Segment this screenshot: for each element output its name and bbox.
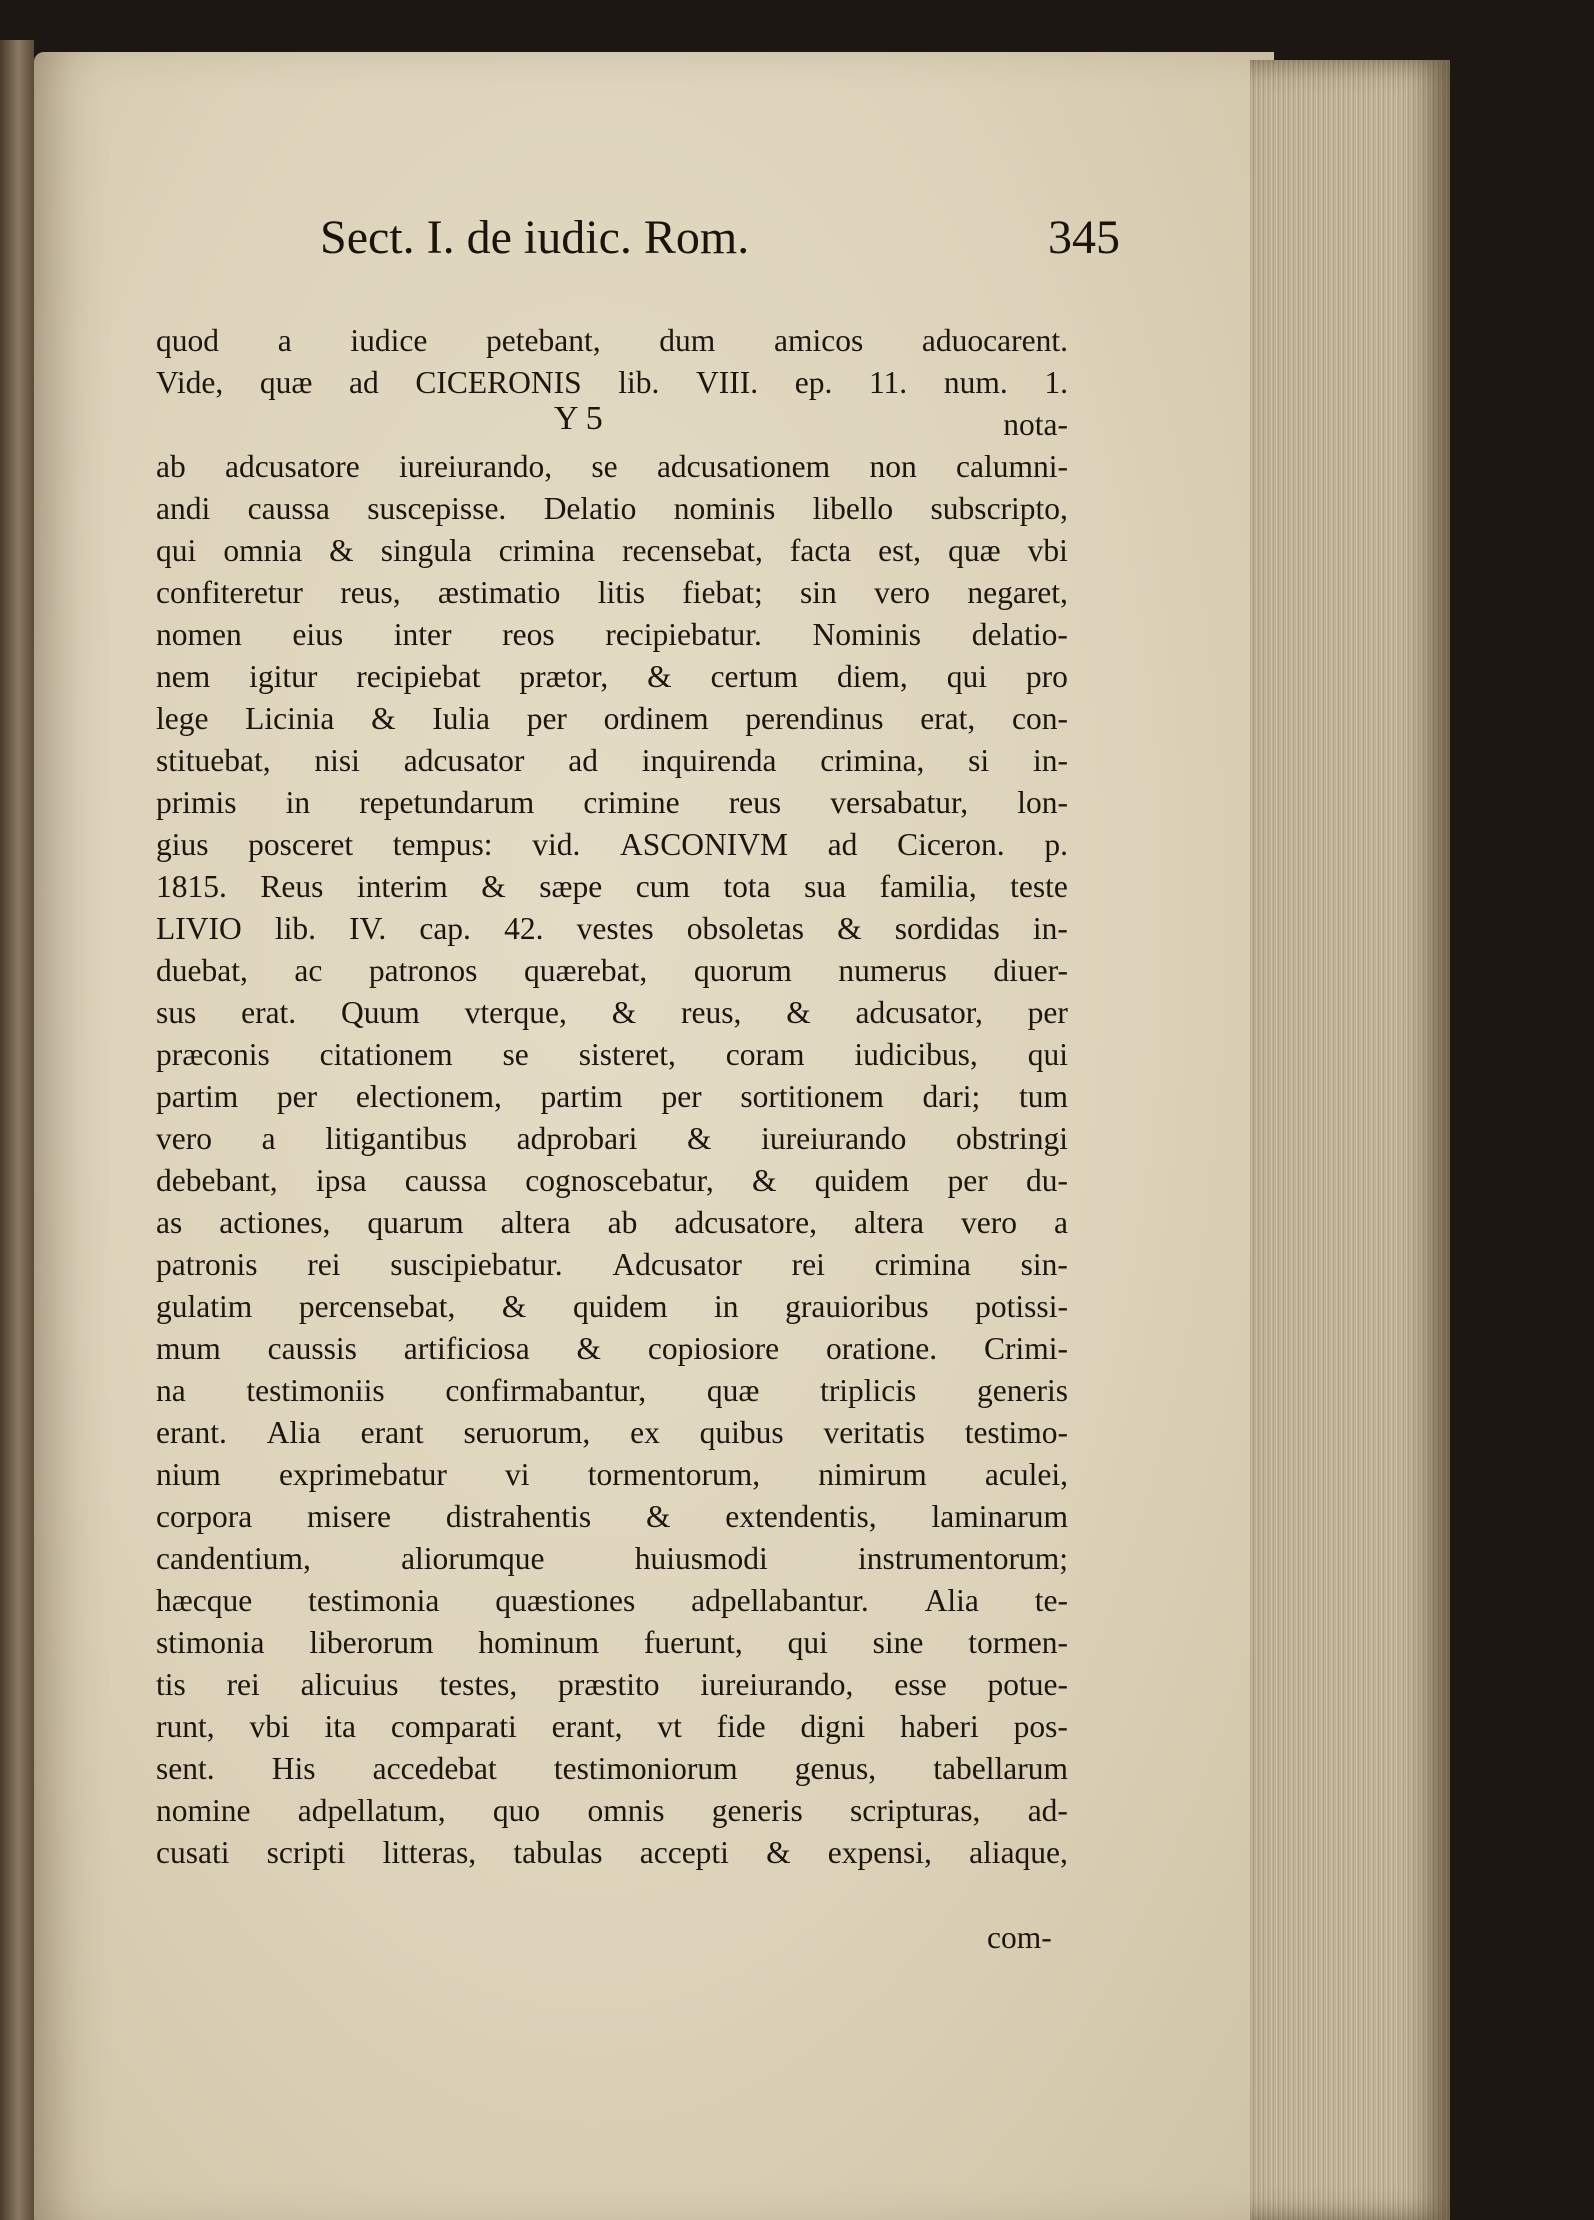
text-line: ab adcusatore iureiurando, se adcusationem non calumni- (156, 449, 1068, 484)
text-line: confiteretur reus, æstimatio litis fiebat; sin vero negaret, (156, 575, 1068, 610)
book-page (34, 52, 1274, 2220)
text-line: mum caussis artificiosa & copiosiore oratione. Crimi- (156, 1331, 1068, 1366)
text-line: quod a iudice petebant, dum amicos aduocarent. (156, 323, 1068, 358)
text-line: gulatim percensebat, & quidem in grauioribus potissi- (156, 1289, 1068, 1324)
text-line: na testimoniis confirmabantur, quæ triplicis generis (156, 1373, 1068, 1408)
text-line: gius posceret tempus: vid. ASCONIVM ad Ciceron. p. (156, 827, 1068, 862)
signature-mark: Y 5 (554, 404, 603, 437)
body-text (156, 320, 1068, 1874)
text-line: patronis rei suscipiebatur. Adcusator rei crimina sin- (156, 1247, 1068, 1282)
text-line: stituebat, nisi adcusator ad inquirenda crimina, si in- (156, 743, 1068, 778)
text-line: Vide, quæ ad CICERONIS lib. VIII. ep. 11. num. 1. (156, 365, 1068, 400)
catchword: com- (987, 1920, 1052, 1955)
text-line: nomen eius inter reos recipiebatur. Nominis delatio- (156, 617, 1068, 652)
book-fore-edge (1250, 60, 1450, 2220)
text-line: duebat, ac patronos quærebat, quorum numerus diuer- (156, 953, 1068, 988)
text-line: runt, vbi ita comparati erant, vt fide digni haberi pos- (156, 1709, 1068, 1744)
text-line: nem igitur recipiebat prætor, & certum diem, qui pro (156, 659, 1068, 694)
text-line: stimonia liberorum hominum fuerunt, qui sine tormen- (156, 1625, 1068, 1660)
page-number: 345 (1048, 211, 1120, 264)
text-line: partim per electionem, partim per sortitionem dari; tum (156, 1079, 1068, 1114)
text-line: primis in repetundarum crimine reus versabatur, lon- (156, 785, 1068, 820)
line-text: nota- (1003, 407, 1068, 442)
text-line (156, 404, 1068, 446)
text-line: præconis citationem se sisteret, coram iudicibus, qui (156, 1037, 1068, 1072)
text-line: corpora misere distrahentis & extendentis, laminarum (156, 1499, 1068, 1534)
previous-page-edge (0, 40, 34, 2220)
text-line: debebant, ipsa caussa cognoscebatur, & quidem per du- (156, 1163, 1068, 1198)
text-line: as actiones, quarum altera ab adcusatore, altera vero a (156, 1205, 1068, 1240)
text-line: nium exprimebatur vi tormentorum, nimirum aculei, (156, 1457, 1068, 1492)
text-line: cusati scripti litteras, tabulas accepti & expensi, aliaque, (156, 1835, 1068, 1870)
text-line: sent. His accedebat testimoniorum genus, tabellarum (156, 1751, 1068, 1786)
text-line: 1815. Reus interim & sæpe cum tota sua familia, teste (156, 869, 1068, 904)
text-line: andi caussa suscepisse. Delatio nominis libello subscripto, (156, 491, 1068, 526)
text-line: nomine adpellatum, quo omnis generis scripturas, ad- (156, 1793, 1068, 1828)
text-line: sus erat. Quum vterque, & reus, & adcusator, per (156, 995, 1068, 1030)
text-line: vero a litigantibus adprobari & iureiurando obstringi (156, 1121, 1068, 1156)
running-head: Sect. I. de iudic. Rom. (320, 211, 750, 264)
page-header (320, 210, 1120, 282)
text-line: hæcque testimonia quæstiones adpellabantur. Alia te- (156, 1583, 1068, 1618)
text-line: candentium, aliorumque huiusmodi instrumentorum; (156, 1541, 1068, 1576)
text-line: tis rei alicuius testes, præstito iureiurando, esse potue- (156, 1667, 1068, 1702)
text-line: LIVIO lib. IV. cap. 42. vestes obsoletas & sordidas in- (156, 911, 1068, 946)
text-line: qui omnia & singula crimina recensebat, facta est, quæ vbi (156, 533, 1068, 568)
text-line: erant. Alia erant seruorum, ex quibus veritatis testimo- (156, 1415, 1068, 1450)
text-line: lege Licinia & Iulia per ordinem perendinus erat, con- (156, 701, 1068, 736)
